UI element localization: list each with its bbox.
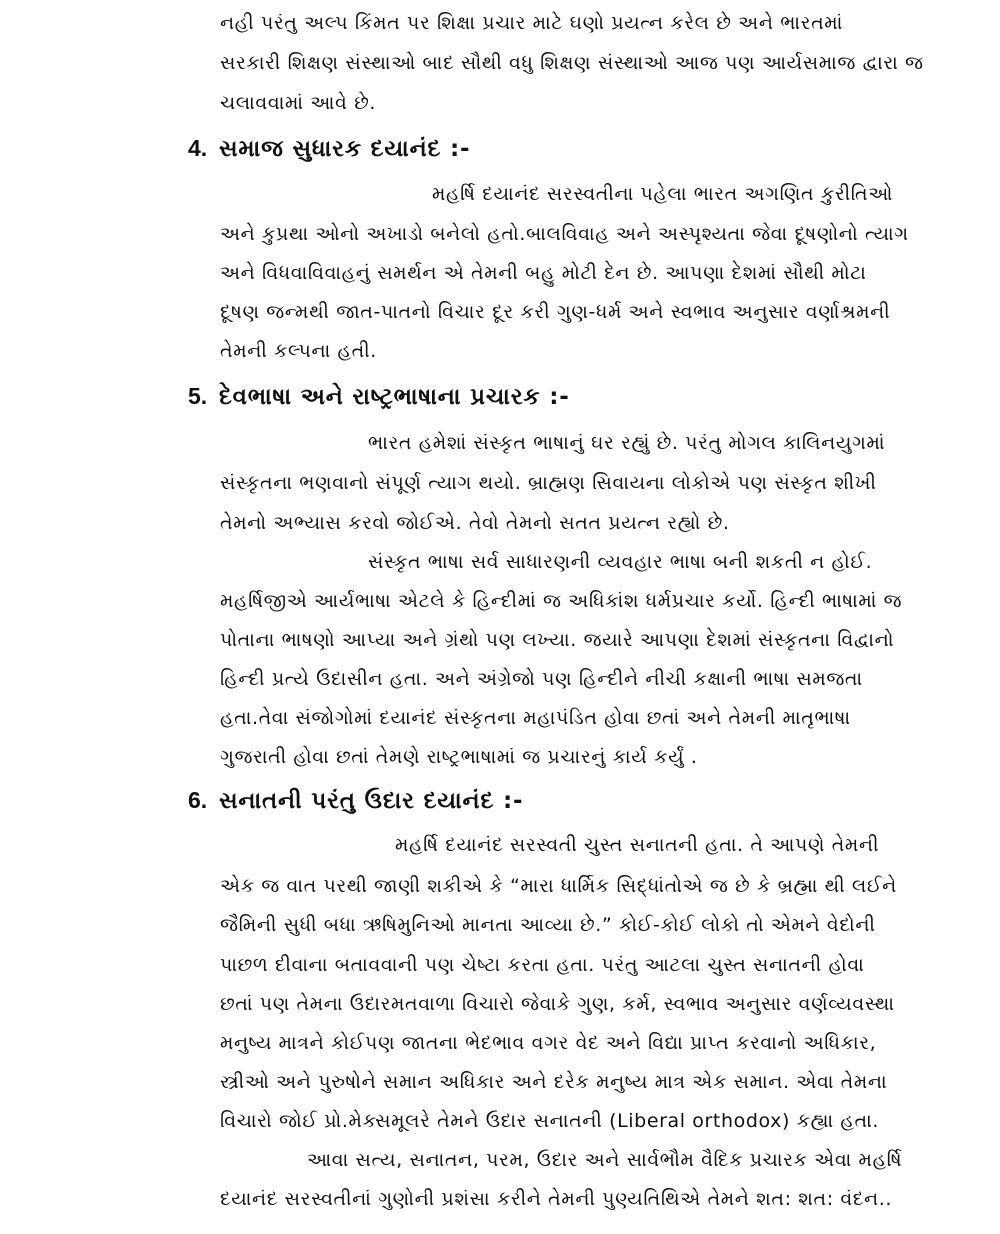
section-number: 5. (188, 383, 208, 409)
section-number: 4. (188, 135, 208, 161)
paragraph-line: છતાં પણ તેમના ઉદારમતવાળા વિચારો જેવાકે ગુણ, કર્મ, સ્વભાવ અનુસાર વર્ણવ્યવસ્થા (220, 993, 895, 1015)
paragraph-line: પોતાના ભાષણો આપ્યા અને ગ્રંથો પણ લખ્યા. જયારે આપણા દેશમાં સંસ્કૃતના વિદ્વાનો (220, 629, 895, 651)
paragraph-line: ભારત હમેશાં સંસ્કૃત ભાષાનું ઘર રહ્યું છે. પરંતુ મોગલ કાલિનયુગમાં (368, 432, 886, 454)
paragraph-line: હિન્દી પ્રત્યે ઉદાસીન હતા. અને અંગ્રેજો પણ હિન્દીને નીચી કક્ષાની ભાષા સમજતા (220, 668, 863, 690)
paragraph-line: મનુષ્ય માત્રને કોઈપણ જાતના ભેદભાવ વગર વેદ અને વિદ્યા પ્રાપ્ત કરવાનો અધિકાર, (220, 1032, 877, 1054)
paragraph-line: દયાનંદ સરસ્વતીનાં ગુણોની પ્રશંસા કરીને તેમની પુણ્યતિથિએ તેમને શત: શત: વંદન.. (220, 1188, 893, 1210)
section-heading (188, 133, 470, 164)
section-heading (188, 381, 570, 412)
paragraph-line: મહર્ષિ દયાનંદ સરસ્વતીના પહેલા ભારત અગણિત કુરીતિઓ (432, 183, 894, 205)
intro-line: ચલાવવામાં આવે છે. (220, 92, 377, 114)
paragraph-line: અને વિધવાવિવાહનું સમર્થન એ તેમની બહુ મોટી દેન છે. આપણા દેશમાં સૌથી મોટા (220, 262, 867, 284)
section-title: સનાતની પરંતુ ઉદાર દયાનંદ :- (219, 788, 524, 814)
paragraph-line: ગુજરાતી હોવા છતાં તેમણે રાષ્ટ્રભાષામાં જ પ્રચારનું કાર્ય કર્યું . (220, 746, 698, 768)
paragraph-line: સંસ્કૃતના ભણવાનો સંપૂર્ણ ત્યાગ થયો. બ્રાહ્મણ સિવાયના લોકોએ પણ સંસ્કૃત શીખી (220, 472, 877, 494)
section-number: 6. (188, 787, 208, 813)
paragraph-line: જૈમિની સુધી બધા ઋષિમુનિઓ માનતા આવ્યા છે.” કોઈ-કોઈ લોકો તો એમને વેદોની (220, 914, 876, 936)
paragraph-line: અને કુપ્રથા ઓનો અખાડો બનેલો હતો.બાલવિવાહ અને અસ્પૃશ્યતા જેવા દૂષણોનો ત્યાગ (220, 223, 909, 245)
paragraph-line: પાછળ દીવાના બતાવવાની પણ ચેષ્ટા કરતા હતા. પરંતુ આટલા ચુસ્ત સનાતની હોવા (220, 954, 865, 976)
section-title: દેવભાષા અને રાષ્ટ્રભાષાના પ્રચારક :- (219, 384, 570, 410)
paragraph-line: આવા સત્ય, સનાતન, પરમ, ઉદાર અને સાર્વભૌમ વૈદિક પ્રચારક એવા મહર્ષિ (307, 1149, 903, 1171)
intro-line: નહી પરંતુ અલ્પ કિંમત પર શિક્ષા પ્રચાર માટે ઘણો પ્રયત્ન કરેલ છે અને ભારતમાં (220, 12, 843, 34)
paragraph-line: સ્ત્રીઓ અને પુરુષોને સમાન અધિકાર અને દરેક મનુષ્ય માત્ર એક સમાન. એવા તેમના (220, 1071, 888, 1093)
paragraph-line: મહર્ષિ દયાનંદ સરસ્વતી ચુસ્ત સનાતની હતા. તે આપણે તેમની (395, 834, 880, 856)
paragraph-line: તેમનો અભ્યાસ કરવો જોઈએ. તેવો તેમનો સતત પ્રયત્ન રહ્યો છે. (220, 512, 730, 534)
section-title: સમાજ સુધારક દયાનંદ :- (219, 136, 471, 162)
paragraph-line: મહર્ષિજીએ આર્યભાષા એટલે કે હિન્દીમાં જ અધિકાંશ ધર્મપ્રચાર કર્યો. હિન્દી ભાષામાં જ (220, 590, 903, 612)
section-heading (188, 785, 523, 816)
paragraph-line: હતા.તેવા સંજોગોમાં દયાનંદ સંસ્કૃતના મહાપંડિત હોવા છતાં અને તેમની માતૃભાષા (220, 707, 851, 729)
paragraph-line: દૂષણ જન્મથી જાત-પાતનો વિચાર દૂર કરી ગુણ-ધર્મ અને સ્વભાવ અનુસાર વર્ણાશ્રમની (220, 301, 891, 323)
paragraph-line: વિચારો જોઈ પ્રો.મેક્સમૂલરે તેમને ઉદાર સનાતની (Liberal orthodox) કહ્યા હતા. (220, 1110, 880, 1132)
intro-line: સરકારી શિક્ષણ સંસ્થાઓ બાદ સૌથી વધુ શિક્ષણ સંસ્થાઓ આજ પણ આર્યસમાજ દ્વારા જ (220, 52, 924, 74)
paragraph-line: એક જ વાત પરથી જાણી શકીએ કે “મારા ધાર્મિક સિદ્ધાંતોએ જ છે કે બ્રહ્મા થી લઈને (220, 875, 897, 897)
paragraph-line: સંસ્કૃત ભાષા સર્વ સાધારણની વ્યવહાર ભાષા બની શકતી ન હોઈ. (368, 551, 873, 573)
paragraph-line: તેમની કલ્પના હતી. (220, 340, 377, 362)
